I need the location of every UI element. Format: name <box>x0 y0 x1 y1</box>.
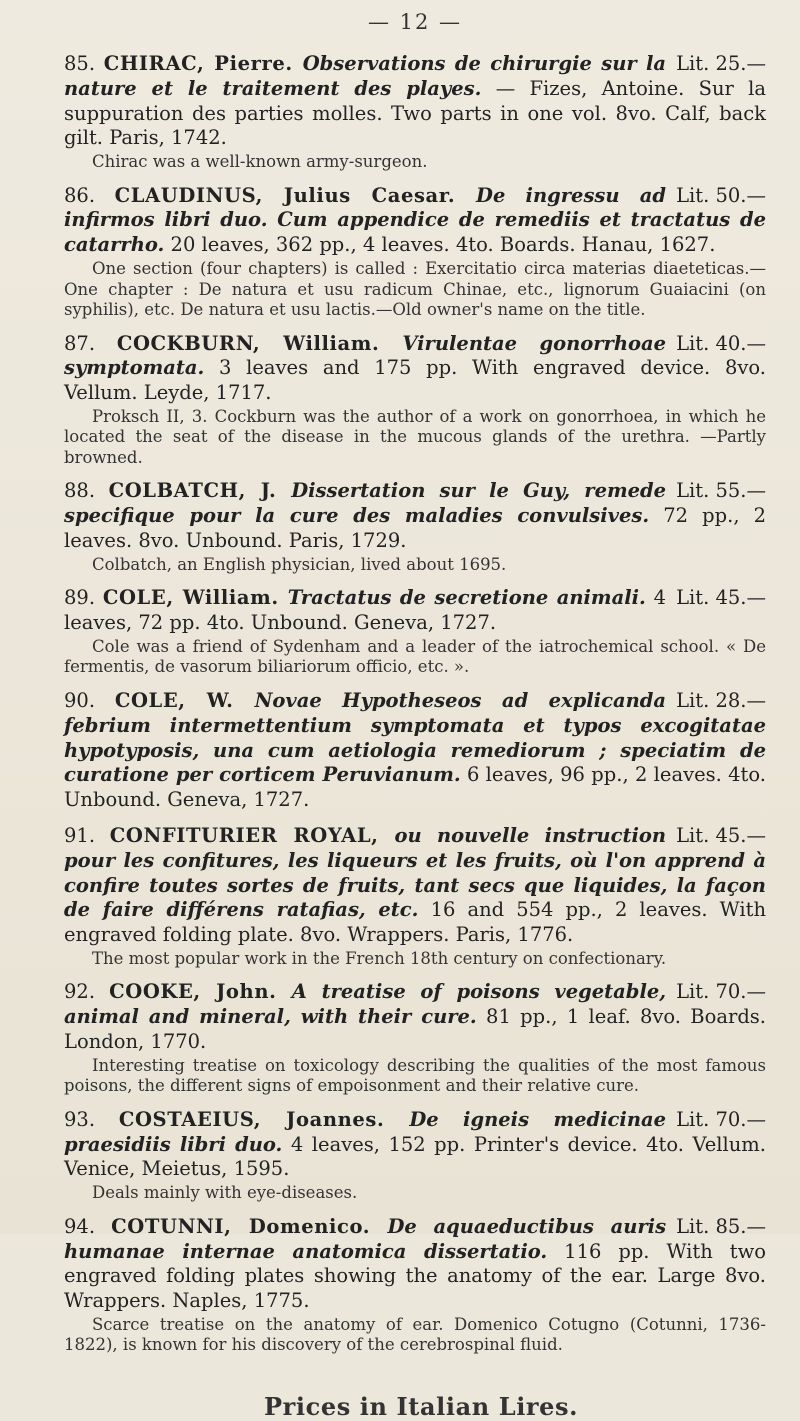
entry-author: CLAUDINUS, Julius Caesar. <box>114 183 477 207</box>
price-currency-note: Prices in Italian Lires. <box>264 1391 579 1421</box>
entry-number: 94. <box>64 1214 112 1238</box>
entry-main <box>64 586 766 636</box>
entry-main <box>64 332 766 406</box>
entry-list <box>64 52 766 1356</box>
entry-note: Colbatch, an English physician, lived about 1695. <box>92 554 507 574</box>
entry-note: One section (four chapters) is called : Exercitatio circa materias diaeteticas.—One chapter : De natura et usu radicum Chinae, etc., lignorum Guaiacini (on syphilis), etc. De natura et usu lactis.—Old owner's name on the title. <box>64 259 766 320</box>
entry-details: 4 leaves, 152 pp. Printer's device. 4to. Vellum. Venice, Meietus, 1595. <box>64 1132 766 1181</box>
entry-author: COSTAEIUS, Joannes. <box>118 1107 410 1131</box>
catalogue-entry <box>64 1108 766 1204</box>
entry-note: The most popular work in the French 18th century on confectionary. <box>92 948 667 968</box>
entry-price: Lit. 45.— <box>676 823 766 847</box>
catalogue-entry <box>64 52 766 173</box>
entry-note: Proksch II, 3. Cockburn was the author of a work on gonorrhoea, in which he located the seat of the disease in the mucous glands of the urethra. —Partly browned. <box>64 406 766 467</box>
entry-price: Lit. 70.— <box>676 1107 766 1131</box>
catalogue-entry <box>64 689 766 813</box>
entry-number: 85. <box>64 52 104 75</box>
catalogue-entry <box>64 1215 766 1356</box>
entry-details: 72 pp., 2 leaves. 8vo. Unbound. Paris, 1729. <box>64 504 766 553</box>
entry-price: Lit. 28.— <box>676 688 766 712</box>
entry-number: 88. <box>64 479 109 503</box>
entry-main <box>64 1215 766 1314</box>
entry-number: 90. <box>64 688 115 712</box>
entry-number: 93. <box>64 1107 119 1131</box>
entry-details: 16 and 554 pp., 2 leaves. With engraved folding plate. 8vo. Wrappers. Paris, 1776. <box>64 898 767 947</box>
entry-price: Lit. 70.— <box>676 980 766 1004</box>
entry-title: Novae Hypotheseos ad explicanda febrium intermettentium symptomata et typos excogitatae hypotyposis, una cum aetiologia remediorum ; speciatim de curatione per corticem Peruvianum. <box>64 688 766 787</box>
entry-price: Lit. 45.— <box>676 586 766 610</box>
entry-main <box>64 824 766 948</box>
entry-price: Lit. 50.— <box>676 183 766 207</box>
entry-author: COOKE, John. <box>109 980 292 1004</box>
entry-number: 87. <box>64 331 117 355</box>
entry-author: COTUNNI, Domenico. <box>111 1214 388 1238</box>
catalogue-entry <box>64 479 766 575</box>
entry-title: De aquaeductibus auris humanae internae anatomica dissertatio. <box>64 1214 667 1263</box>
entry-price: Lit. 40.— <box>676 331 766 355</box>
entry-details: 3 leaves and 175 pp. With engraved device. 8vo. Vellum. Leyde, 1717. <box>64 356 766 405</box>
entry-author: COLE, W. <box>114 688 255 712</box>
entry-main <box>64 689 766 813</box>
entry-author: COLBATCH, J. <box>108 479 292 503</box>
entry-author: CHIRAC, Pierre. <box>103 52 303 75</box>
entry-number: 86. <box>64 183 115 207</box>
entry-details: 6 leaves, 96 pp., 2 leaves. 4to. Unbound. Geneva, 1727. <box>64 763 766 812</box>
catalogue-entry <box>64 332 766 469</box>
entry-title: ou nouvelle instruction pour les confitures, les liqueurs et les fruits, où l'on apprend à confire toutes sortes de fruits, tant secs que liquides, la façon de faire différens ratafias, etc. <box>64 823 766 922</box>
entry-details: 20 leaves, 362 pp., 4 leaves. 4to. Boards. Hanau, 1627. <box>170 233 716 257</box>
catalogue-entry <box>64 184 766 321</box>
entry-title: De igneis medicinae praesidiis libri duo. <box>64 1107 667 1156</box>
catalogue-entry <box>64 824 766 969</box>
entry-title: De ingressu ad infirmos libri duo. Cum appendice de remediis et tractatus de catarrho. <box>64 183 766 257</box>
entry-title: Virulentae gonorrhoae symptomata. <box>64 331 667 380</box>
entry-note: Cole was a friend of Sydenham and a leader of the iatrochemical school. « De fermentis, de vasorum biliariorum officio, etc. ». <box>64 636 766 677</box>
entry-title: Observations de chirurgie sur la nature et le traitement des playes. <box>64 52 667 100</box>
entry-number: 92. <box>64 980 110 1004</box>
entry-price: Lit. 85.— <box>676 1214 766 1238</box>
entry-details: — Fizes, Antoine. Sur la suppuration des parties molles. Two parts in one vol. 8vo. Calf, back gilt. Paris, 1742. <box>64 76 767 150</box>
entry-main <box>64 1108 766 1182</box>
entry-details: 4 leaves, 72 pp. 4to. Unbound. Geneva, 1727. <box>64 586 667 635</box>
entry-main <box>64 980 766 1054</box>
catalogue-entry <box>64 586 766 678</box>
entry-price: Lit. 25.— <box>676 52 766 75</box>
entry-details: 81 pp., 1 leaf. 8vo. Boards. London, 1770. <box>64 1005 767 1054</box>
catalogue-entry <box>64 980 766 1096</box>
entry-number: 91. <box>64 823 110 847</box>
entry-title: Tractatus de secretione animali. <box>287 586 646 610</box>
entry-main <box>64 52 766 151</box>
entry-details: 116 pp. With two engraved folding plates showing the anatomy of the ear. Large 8vo. Wrappers. Naples, 1775. <box>64 1239 767 1313</box>
entry-title: Dissertation sur le Guy, remede specifique pour la cure des maladies convulsives. <box>64 479 667 528</box>
entry-author: CONFITURIER ROYAL, <box>109 823 395 847</box>
entry-note: Chirac was a well-known army-surgeon. <box>92 152 428 172</box>
entry-number: 89. <box>64 586 103 610</box>
entry-price: Lit. 55.— <box>676 479 766 503</box>
entry-title: A treatise of poisons vegetable, animal and mineral, with their cure. <box>64 980 667 1029</box>
entry-note: Interesting treatise on toxicology describing the qualities of the most famous poisons, the different signs of empoisonment and their relative cure. <box>64 1055 766 1096</box>
entry-main <box>64 479 766 553</box>
entry-main <box>64 184 766 258</box>
page-number: — 12 — <box>367 10 463 34</box>
entry-note: Deals mainly with eye-diseases. <box>92 1183 358 1203</box>
entry-author: COCKBURN, William. <box>116 331 403 355</box>
entry-note: Scarce treatise on the anatomy of ear. Domenico Cotugno (Cotunni, 1736-1822), is known for his discovery of the cerebrospinal fluid. <box>64 1314 766 1355</box>
entry-author: COLE, William. <box>102 586 288 610</box>
